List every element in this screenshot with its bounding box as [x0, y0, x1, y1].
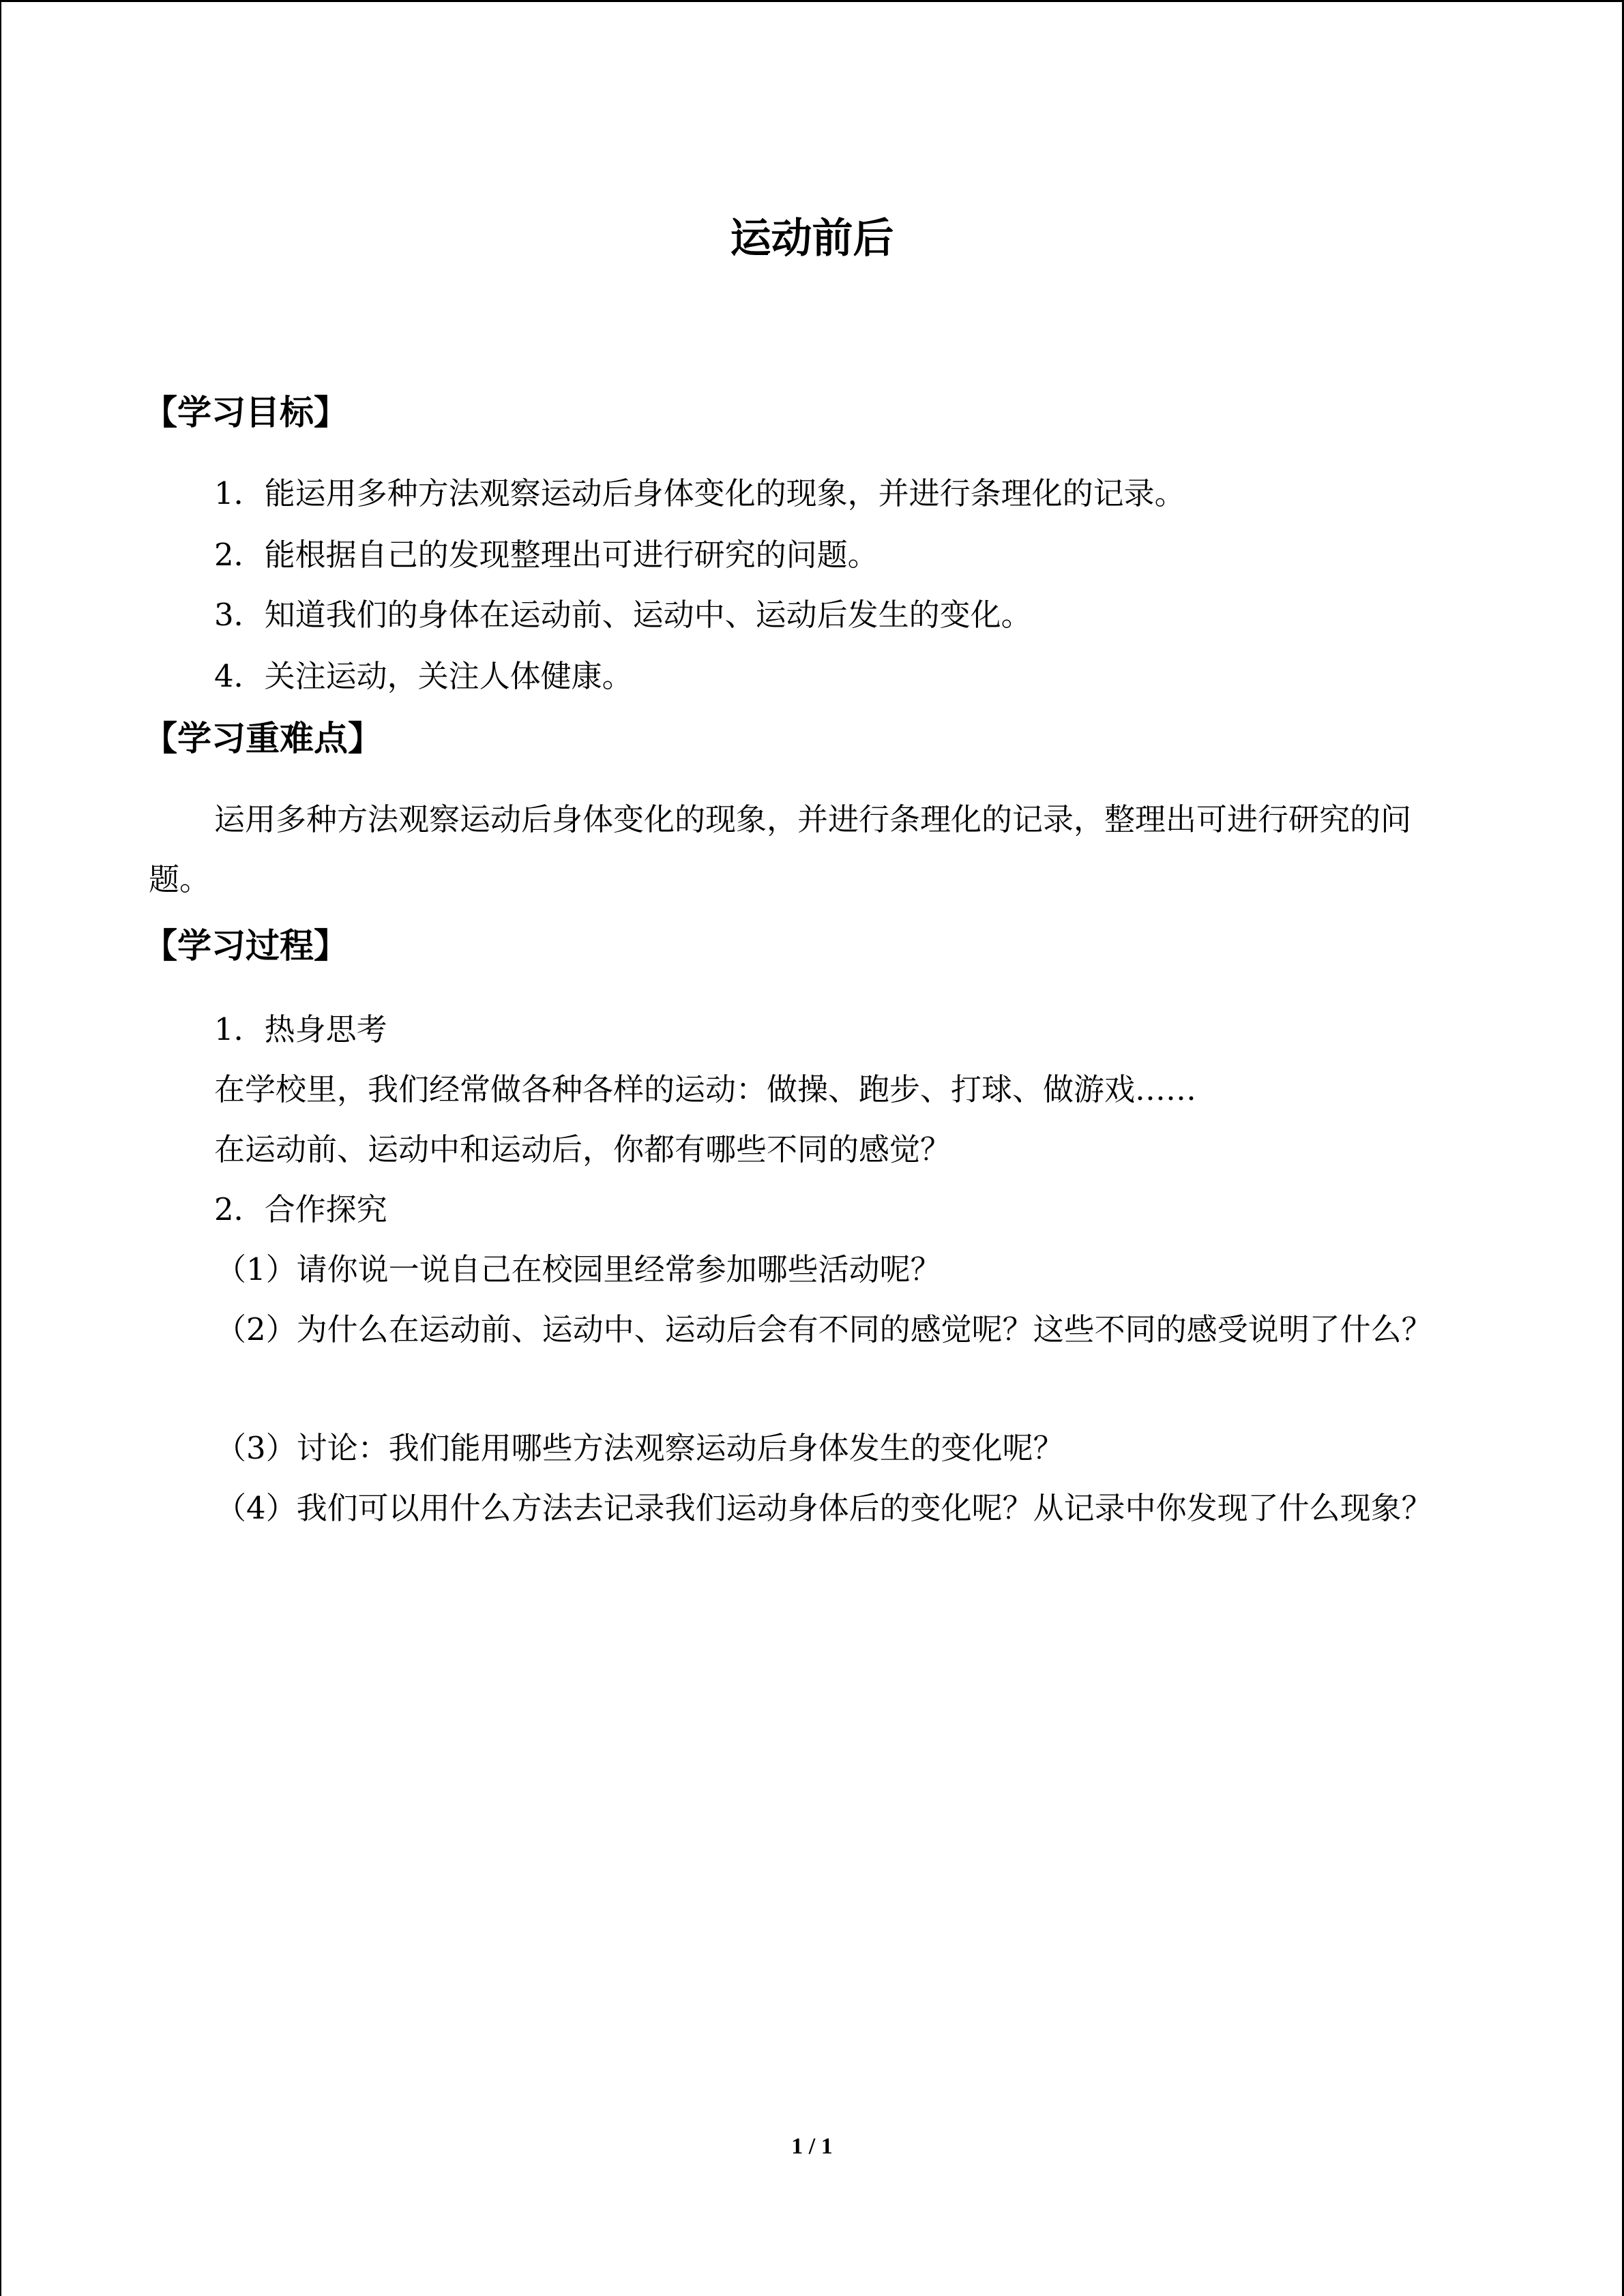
page-title: 运动前后 [730, 215, 894, 263]
step-1-line-1: 在学校里，我们经常做各种各样的运动：做操、跑步、打球、做游戏…… [214, 1071, 1197, 1107]
question-3: （3）讨论：我们能用哪些方法观察运动后身体发生的变化呢？ [216, 1430, 1064, 1466]
section-heading-key-points: 【学习重难点】 [143, 719, 382, 758]
goal-item-4: 4．关注运动，关注人体健康。 [214, 658, 633, 694]
goal-item-2: 2．能根据自己的发现整理出可进行研究的问题。 [214, 537, 879, 573]
key-points-text: 运用多种方法观察运动后身体变化的现象，并进行条理化的记录，整理出可进行研究的问题。 [149, 801, 1412, 897]
step-1-title: 1．热身思考 [214, 1011, 387, 1047]
page-number: 1 / 1 [791, 2134, 833, 2159]
goal-item-1: 1．能运用多种方法观察运动后身体变化的现象，并进行条理化的记录。 [214, 475, 1185, 511]
section-heading-goals: 【学习目标】 [143, 393, 348, 432]
question-1: （1）请你说一说自己在校园里经常参加哪些活动呢？ [216, 1251, 941, 1287]
section-heading-process: 【学习过程】 [143, 926, 348, 966]
question-4: （4）我们可以用什么方法去记录我们运动身体后的变化呢？从记录中你发现了什么现象？ [216, 1490, 1432, 1526]
goal-item-3: 3．知道我们的身体在运动前、运动中、运动后发生的变化。 [214, 597, 1032, 633]
step-1-line-2: 在运动前、运动中和运动后，你都有哪些不同的感觉？ [214, 1131, 951, 1167]
page-border-left [0, 0, 1, 2296]
step-2-title: 2．合作探究 [214, 1191, 387, 1227]
question-2: （2）为什么在运动前、运动中、运动后会有不同的感觉呢？这些不同的感受说明了什么？ [216, 1311, 1432, 1347]
page-border-top [0, 0, 1624, 2]
